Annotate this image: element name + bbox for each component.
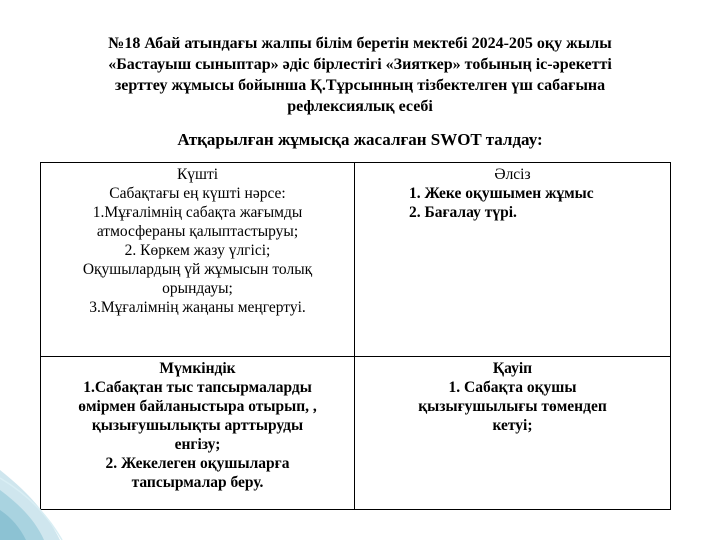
title-line: «Бастауыш сыныптар» әдіс бірлестігі «Зияткер» тобының іс-әрекетті — [108, 56, 612, 73]
threats-line: кетуі; — [492, 417, 533, 434]
weaknesses-line: 1. Жеке оқушымен жұмыс — [409, 185, 594, 202]
title-line: №18 Абай атындағы жалпы білім беретін мектебі 2024-205 оқу жылы — [108, 35, 612, 52]
title-line: зерттеу жұмысы бойынша Қ.Тұрсынның тізбектелген үш сабағына — [114, 77, 606, 94]
strengths-line: 2. Көркем жазу үлгісі; — [124, 242, 271, 259]
strengths-line: Оқушылардың үй жұмысын толық — [82, 261, 313, 278]
swot-table — [40, 162, 671, 510]
strengths-line: 1.Мұғалімнің сабақта жағымды — [92, 204, 303, 221]
opportunities-label: Мүмкіндік — [159, 360, 236, 377]
threats-cell — [355, 357, 670, 509]
strengths-line: орындауы; — [162, 280, 233, 297]
weaknesses-label: Әлсіз — [494, 166, 531, 183]
threats-line: 1. Сабақта оқушы — [448, 379, 577, 396]
opportunities-line: тапсырмалар беру. — [131, 474, 264, 491]
opportunities-line: қызығушылықты арттыруды — [91, 417, 304, 434]
opportunities-line: енгізу; — [174, 436, 221, 453]
opportunities-line: өмірмен байланыстыра отырып, , — [78, 398, 317, 415]
threats-label: Қауіп — [492, 360, 533, 377]
opportunities-line: 1.Сабақтан тыс тапсырмаларды — [83, 379, 312, 396]
strengths-line: атмосфераны қалыптастыруы; — [96, 223, 299, 240]
title-line: рефлексиялық есебі — [287, 98, 433, 115]
report-title — [40, 33, 680, 117]
opportunities-cell — [41, 357, 355, 509]
swot-heading: Атқарылған жұмысқа жасалған SWOT талдау: — [177, 130, 543, 149]
strengths-label: Күшті — [176, 166, 219, 183]
opportunities-line: 2. Жекелеген оқушыларға — [105, 455, 290, 472]
threats-line: қызығушылығы төмендеп — [418, 398, 607, 415]
strengths-cell — [41, 163, 355, 357]
weaknesses-line: 2. Бағалау түрі. — [409, 204, 517, 221]
weaknesses-cell — [355, 163, 670, 357]
corner-decoration — [0, 430, 80, 540]
strengths-line: 3.Мұғалімнің жаңаны меңгертуі. — [89, 299, 306, 316]
strengths-line: Сабақтағы ең күшті нәрсе: — [109, 185, 286, 202]
